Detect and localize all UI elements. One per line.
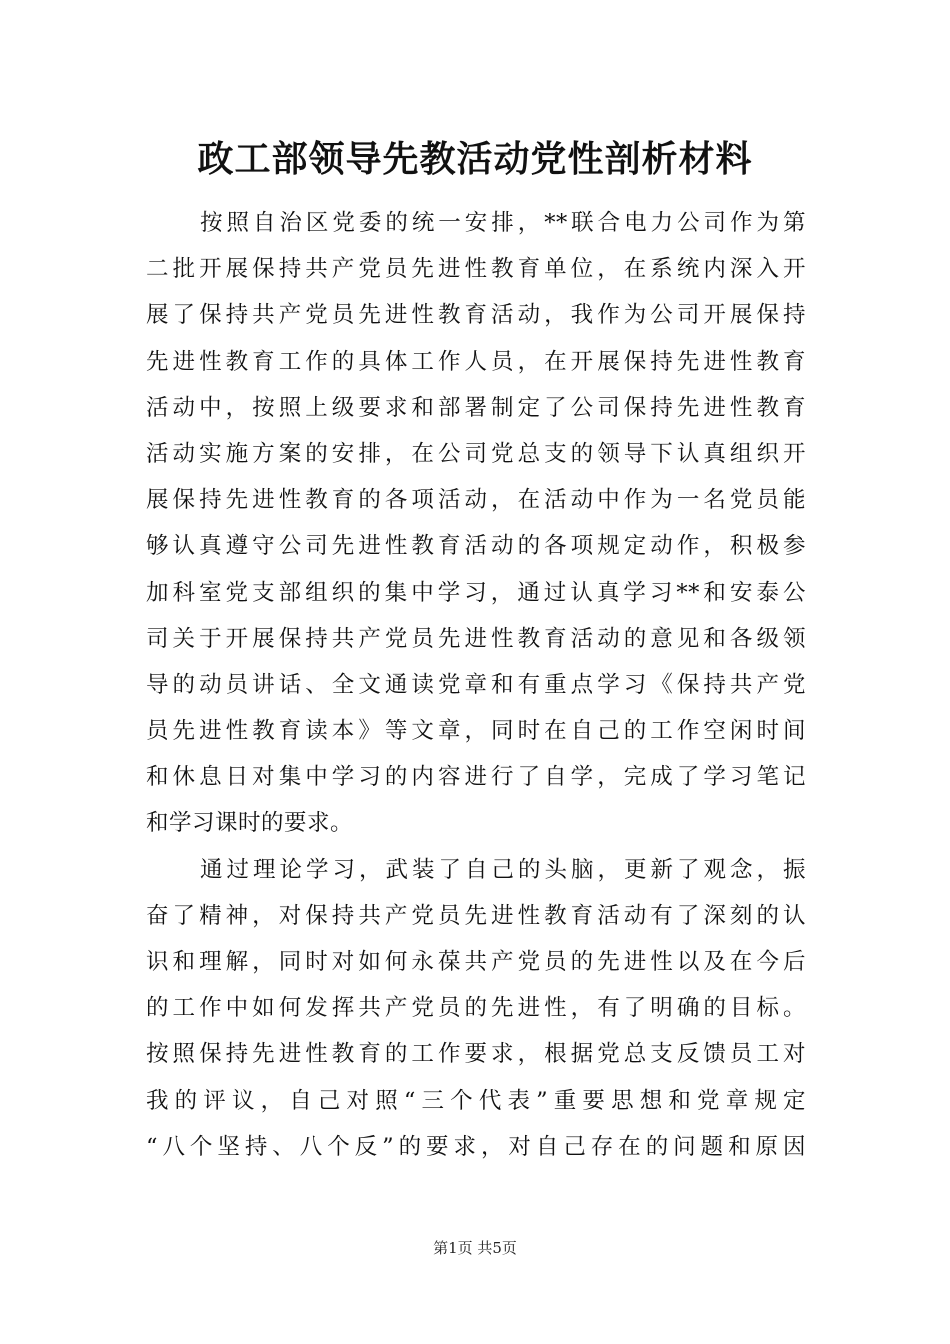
text-line: 司关于开展保持共产党员先进性教育活动的意见和各级领	[146, 625, 806, 652]
text-line: 员先进性教育读本》等文章，同时在自己的工作空闲时间	[146, 718, 806, 745]
text-line: 通过理论学习，武装了自己的头脑，更新了观念，振	[200, 856, 806, 883]
paragraph-2	[146, 847, 806, 1170]
paragraph-1	[146, 200, 806, 847]
text-line: 二批开展保持共产党员先进性教育单位，在系统内深入开	[146, 256, 806, 283]
text-line: 活动中，按照上级要求和部署制定了公司保持先进性教育	[146, 394, 806, 421]
text-line: 够认真遵守公司先进性教育活动的各项规定动作，积极参	[146, 533, 806, 560]
text-line: 先进性教育工作的具体工作人员，在开展保持先进性教育	[146, 348, 806, 375]
text-line: 我的评议，自己对照“三个代表”重要思想和党章规定	[146, 1087, 806, 1114]
text-line: 按照保持先进性教育的工作要求，根据党总支反馈员工对	[146, 1041, 806, 1068]
text-line: 展了保持共产党员先进性教育活动，我作为公司开展保持	[146, 302, 806, 329]
text-line: 的工作中如何发挥共产党员的先进性，有了明确的目标。	[146, 995, 806, 1022]
text-line: 导的动员讲话、全文通读党章和有重点学习《保持共产党	[146, 671, 806, 698]
text-line: 奋了精神，对保持共产党员先进性教育活动有了深刻的认	[146, 902, 806, 929]
document-title: 政工部领导先教活动党性剖析材料	[197, 138, 753, 180]
text-line: 和休息日对集中学习的内容进行了自学，完成了学习笔记	[146, 764, 806, 791]
page-number-footer: 第1页 共5页	[433, 1239, 517, 1257]
text-line: 展保持先进性教育的各项活动，在活动中作为一名党员能	[146, 487, 806, 514]
document-body	[146, 200, 806, 1170]
text-line: 加科室党支部组织的集中学习，通过认真学习**和安泰公	[146, 579, 806, 606]
text-line: 按照自治区党委的统一安排，**联合电力公司作为第	[200, 210, 806, 236]
text-line: 活动实施方案的安排，在公司党总支的领导下认真组织开	[146, 440, 806, 467]
text-line: “八个坚持、八个反”的要求，对自己存在的问题和原因	[146, 1133, 806, 1160]
text-line: 识和理解，同时对如何永葆共产党员的先进性以及在今后	[146, 949, 806, 975]
text-line: 和学习课时的要求。	[146, 810, 354, 837]
